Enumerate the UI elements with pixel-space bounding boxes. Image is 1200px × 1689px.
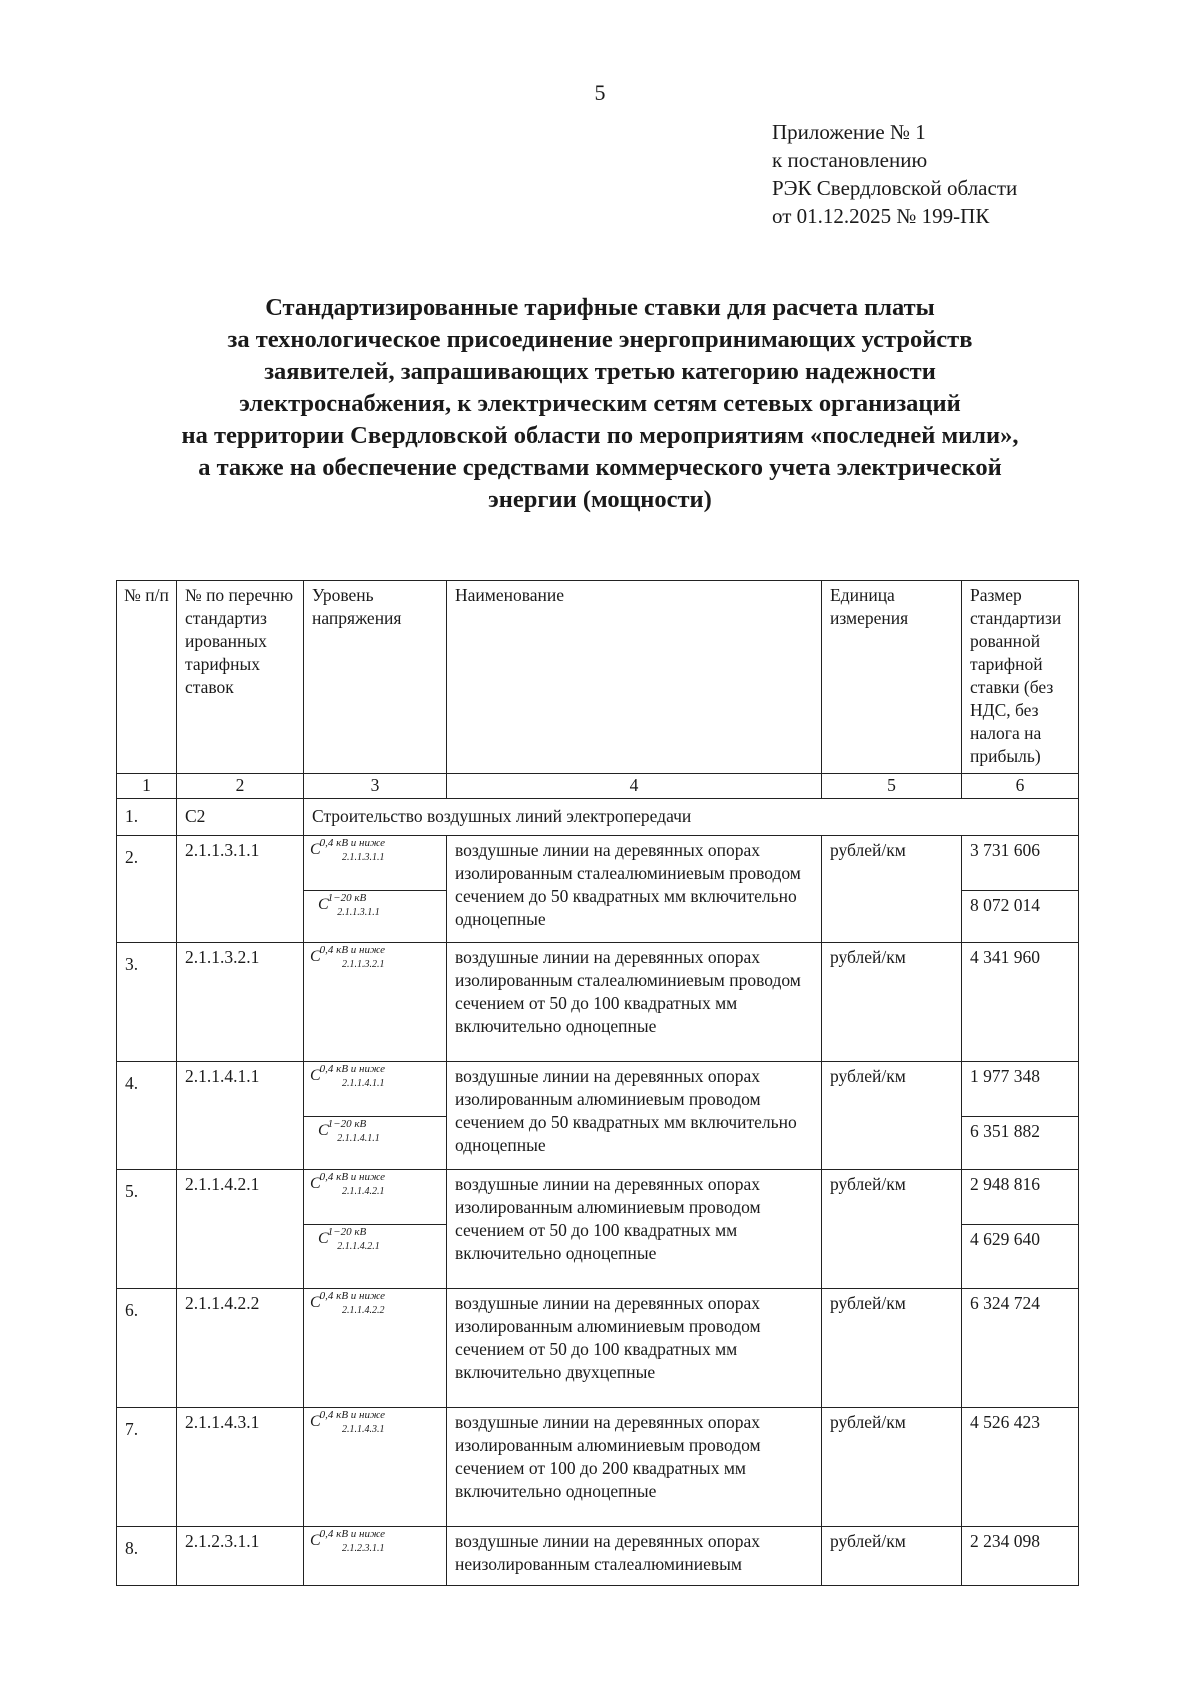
row-code: 2.1.1.4.2.2 (177, 1289, 304, 1408)
row-number: 7. (117, 1408, 177, 1527)
page-number: 5 (594, 80, 606, 105)
voltage-level (304, 1062, 447, 1117)
row-unit: рублей/км (822, 836, 962, 943)
row-number: 3. (117, 943, 177, 1062)
section-code: С2 (177, 799, 304, 836)
voltage-symbol: C (318, 1122, 329, 1140)
row-rate-value: 4 526 423 (962, 1408, 1079, 1527)
voltage-subscript: 2.1.1.4.2.1 (341, 1186, 385, 1197)
row-description: воздушные линии на деревянных опорах изолированным сталеалюминиевым проводом сечением до 50 квадратных мм включительно одноцепные (447, 836, 822, 943)
row-description: воздушные линии на деревянных опорах изолированным алюминиевым проводом сечением от 50 до 100 квадратных мм включительно одноцепные (447, 1170, 822, 1289)
voltage-symbol: C (318, 896, 329, 914)
voltage-superscript: 0,4 кВ и ниже (319, 944, 385, 956)
document-title (100, 292, 1100, 516)
voltage-subscript: 2.1.2.3.1.1 (341, 1543, 385, 1554)
voltage-symbol: C (310, 1067, 321, 1084)
voltage-level (304, 943, 447, 1062)
tariff-rates-table (116, 580, 1079, 1586)
appendix-line: РЭК Свердловской области (772, 176, 1018, 200)
row-code: 2.1.2.3.1.1 (177, 1527, 304, 1586)
voltage-symbol: C (310, 1532, 321, 1549)
voltage-superscript: 0,4 кВ и ниже (319, 837, 385, 849)
voltage-superscript: 0,4 кВ и ниже (319, 1528, 385, 1540)
column-number: 4 (447, 774, 822, 799)
voltage-level (304, 1224, 447, 1288)
section-title: Строительство воздушных линий электропередачи (304, 799, 1079, 836)
column-number: 3 (304, 774, 447, 799)
voltage-symbol: C (318, 1229, 329, 1247)
row-unit: рублей/км (822, 943, 962, 1062)
title-line: заявителей, запрашивающих третью категорию надежности (264, 358, 936, 385)
table-row (117, 1170, 1079, 1225)
row-description: воздушные линии на деревянных опорах неизолированным сталеалюминиевым (447, 1527, 822, 1586)
header-cell-name: Наименование (447, 581, 822, 774)
voltage-level (304, 836, 447, 891)
row-code: 2.1.1.3.1.1 (177, 836, 304, 943)
title-line: за технологическое присоединение энергопринимающих устройств (227, 326, 973, 353)
voltage-symbol: C (310, 1294, 321, 1311)
header-cell-code: № по перечню стандартиз ированных тарифных ставок (177, 581, 304, 774)
row-rate-value: 6 324 724 (962, 1289, 1079, 1408)
row-code: 2.1.1.4.1.1 (177, 1062, 304, 1170)
column-number: 2 (177, 774, 304, 799)
row-rate-value: 2 948 816 (962, 1170, 1079, 1225)
table-row (117, 836, 1079, 891)
voltage-level (304, 1289, 447, 1408)
voltage-subscript: 2.1.1.3.1.1 (341, 852, 385, 863)
voltage-superscript: 1−20 кВ (327, 1225, 367, 1238)
table-row (117, 1062, 1079, 1117)
voltage-subscript: 2.1.1.4.1.1 (337, 1133, 380, 1145)
title-line: на территории Свердловской области по мероприятиям «последней мили», (181, 422, 1019, 449)
row-unit: рублей/км (822, 1408, 962, 1527)
voltage-symbol: C (310, 841, 321, 858)
header-cell-unit: Единица измерения (822, 581, 962, 774)
column-number: 1 (117, 774, 177, 799)
row-number: 8. (117, 1527, 177, 1586)
row-number: 6. (117, 1289, 177, 1408)
voltage-subscript: 2.1.1.3.1.1 (337, 907, 380, 919)
column-number: 5 (822, 774, 962, 799)
appendix-line: к постановлению (772, 148, 928, 172)
title-line: а также на обеспечение средствами коммерческого учета электрической (198, 454, 1002, 481)
voltage-superscript: 1−20 кВ (327, 1118, 367, 1131)
voltage-superscript: 0,4 кВ и ниже (319, 1290, 385, 1302)
title-line: Стандартизированные тарифные ставки для расчета платы (265, 294, 935, 321)
appendix-note (772, 118, 1017, 230)
row-rate-value: 4 341 960 (962, 943, 1079, 1062)
voltage-symbol: C (310, 1175, 321, 1192)
voltage-subscript: 2.1.1.3.2.1 (341, 959, 385, 970)
header-cell-rate: Размер стандартизи рованной тарифной ставки (без НДС, без налога на прибыль) (962, 581, 1079, 774)
row-rate-value: 2 234 098 (962, 1527, 1079, 1586)
row-description: воздушные линии на деревянных опорах изолированным сталеалюминиевым проводом сечением от 50 до 100 квадратных мм включительно одноцепные (447, 943, 822, 1062)
row-rate-value: 1 977 348 (962, 1062, 1079, 1117)
voltage-subscript: 2.1.1.4.3.1 (341, 1424, 385, 1435)
voltage-level (304, 1170, 447, 1225)
voltage-symbol: C (310, 1413, 321, 1430)
voltage-level (304, 891, 447, 943)
row-code: 2.1.1.4.3.1 (177, 1408, 304, 1527)
row-unit: рублей/км (822, 1289, 962, 1408)
column-number: 6 (962, 774, 1079, 799)
table-row (117, 1289, 1079, 1408)
column-number-row (117, 774, 1079, 799)
row-rate-value: 3 731 606 (962, 836, 1079, 891)
row-rate-value: 8 072 014 (962, 891, 1079, 943)
header-cell-number: № п/п (117, 581, 177, 774)
title-line: энергии (мощности) (488, 486, 712, 513)
voltage-level (304, 1117, 447, 1170)
voltage-superscript: 0,4 кВ и ниже (319, 1409, 385, 1421)
appendix-line: от 01.12.2025 № 199-ПК (772, 204, 990, 228)
row-description: воздушные линии на деревянных опорах изолированным алюминиевым проводом сечением от 50 до 100 квадратных мм включительно двухцепные (447, 1289, 822, 1408)
section-number: 1. (117, 799, 177, 836)
table-row (117, 1408, 1079, 1527)
section-row (117, 799, 1079, 836)
voltage-subscript: 2.1.1.4.1.1 (341, 1078, 385, 1089)
row-unit: рублей/км (822, 1062, 962, 1170)
table-row (117, 1527, 1079, 1586)
header-cell-voltage: Уровень напряжения (304, 581, 447, 774)
row-unit: рублей/км (822, 1527, 962, 1586)
row-code: 2.1.1.3.2.1 (177, 943, 304, 1062)
voltage-level (304, 1527, 447, 1586)
table-row (117, 943, 1079, 1062)
row-description: воздушные линии на деревянных опорах изолированным алюминиевым проводом сечением до 50 квадратных мм включительно одноцепные (447, 1062, 822, 1170)
row-unit: рублей/км (822, 1170, 962, 1289)
row-number: 4. (117, 1062, 177, 1170)
title-line: электроснабжения, к электрическим сетям сетевых организаций (239, 390, 961, 417)
row-number: 5. (117, 1170, 177, 1289)
row-description: воздушные линии на деревянных опорах изолированным алюминиевым проводом сечением от 100 до 200 квадратных мм включительно одноцепные (447, 1408, 822, 1527)
voltage-subscript: 2.1.1.4.2.2 (341, 1305, 385, 1316)
appendix-line: Приложение № 1 (772, 120, 926, 144)
table-header-row (117, 581, 1079, 774)
voltage-superscript: 0,4 кВ и ниже (319, 1171, 385, 1183)
voltage-superscript: 1−20 кВ (327, 892, 367, 905)
row-rate-value: 6 351 882 (962, 1117, 1079, 1170)
voltage-superscript: 0,4 кВ и ниже (319, 1063, 385, 1075)
row-rate-value: 4 629 640 (962, 1224, 1079, 1288)
voltage-level (304, 1408, 447, 1527)
voltage-subscript: 2.1.1.4.2.1 (337, 1240, 380, 1252)
voltage-symbol: C (310, 948, 321, 965)
row-code: 2.1.1.4.2.1 (177, 1170, 304, 1289)
row-number: 2. (117, 836, 177, 943)
